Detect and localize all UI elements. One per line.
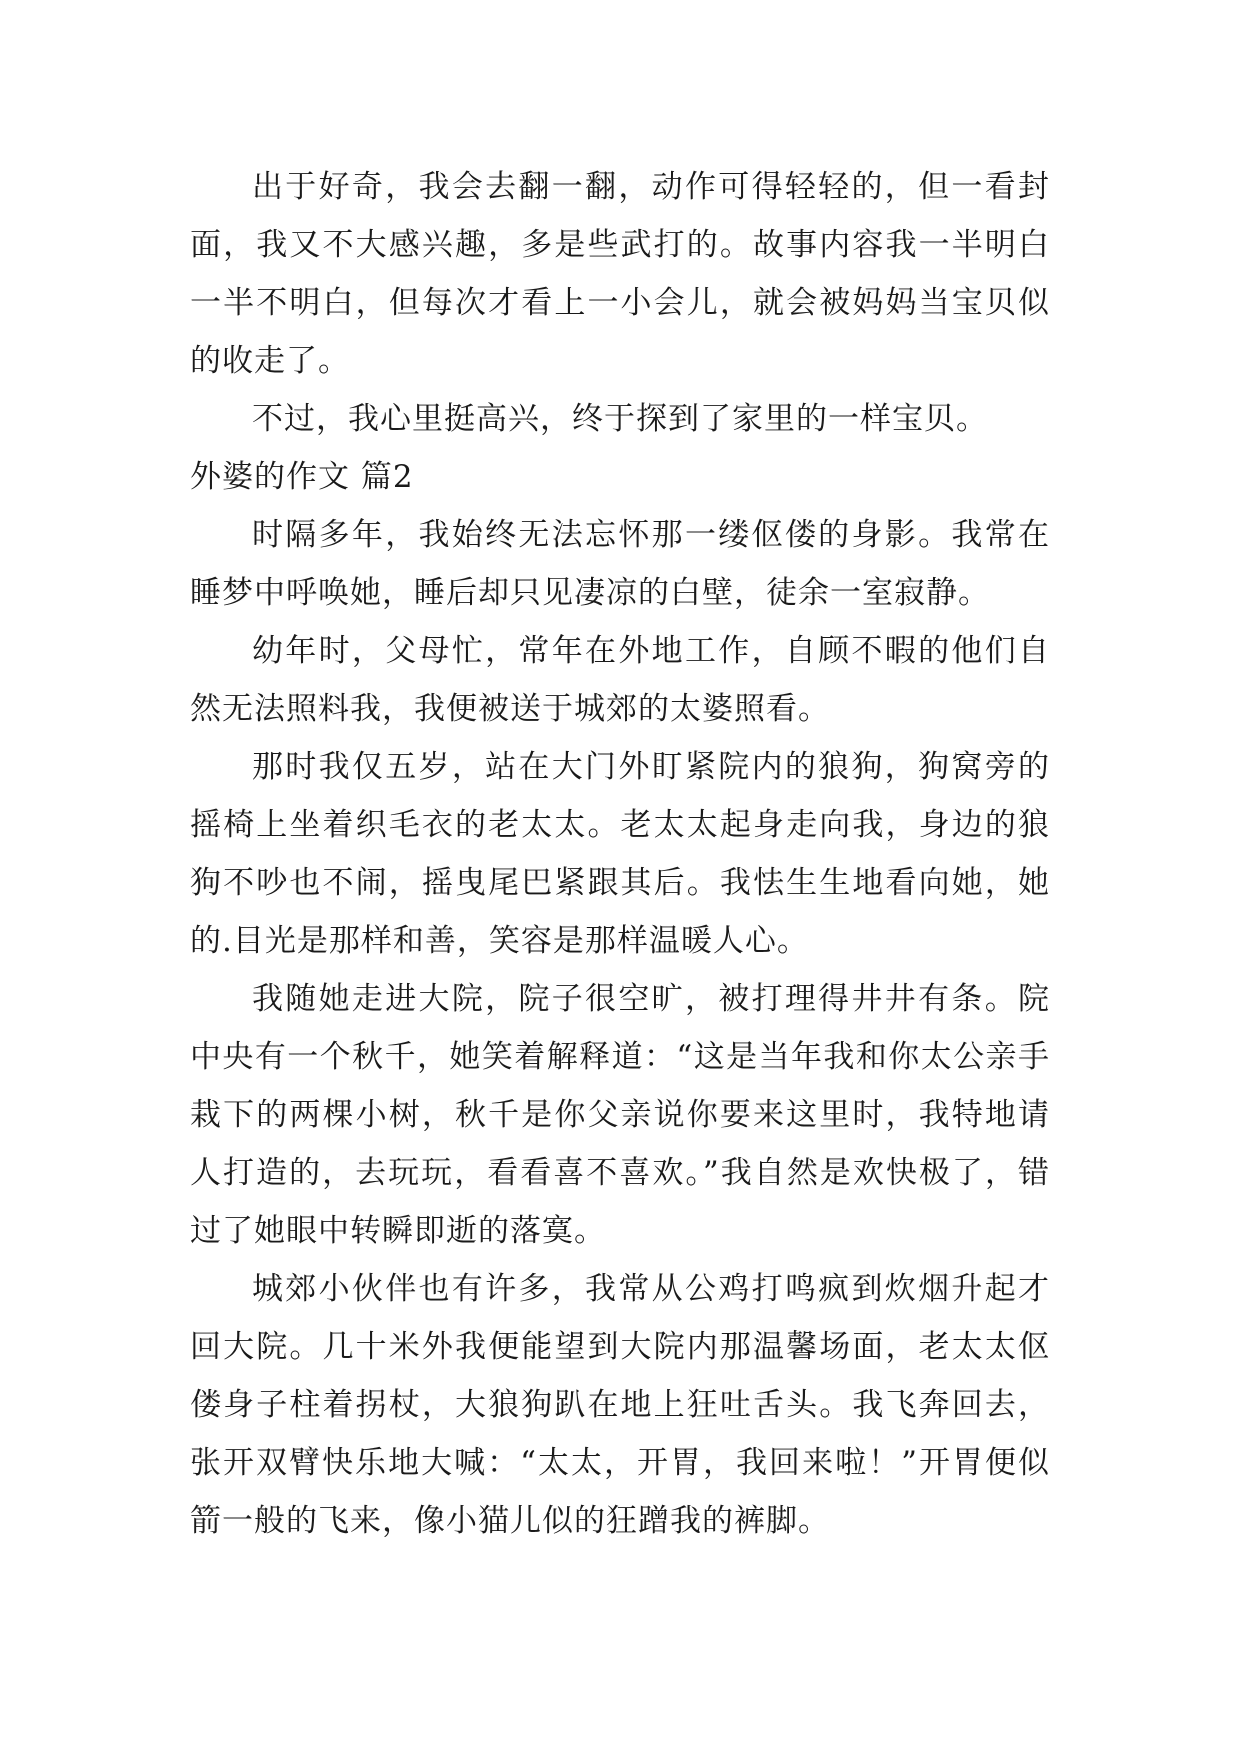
paragraph: 出于好奇，我会去翻一翻，动作可得轻轻的，但一看封面，我又不大感兴趣，多是些武打的。故事内容我一半明白一半不明白，但每次才看上一小会儿，就会被妈妈当宝贝似的收走了。: [190, 169, 1050, 379]
section-heading: 外婆的作文 篇2: [190, 459, 414, 495]
paragraph: 时隔多年，我始终无法忘怀那一缕伛偻的身影。我常在睡梦中呼唤她，睡后却只见凄凉的白壁，徒余一室寂静。: [190, 517, 1050, 611]
paragraph: 那时我仅五岁，站在大门外盯紧院内的狼狗，狗窝旁的摇椅上坐着织毛衣的老太太。老太太起身走向我，身边的狼狗不吵也不闹，摇曳尾巴紧跟其后。我怯生生地看向她，她的.目光是那样和善，笑容是那样温暖人心。: [190, 749, 1050, 959]
document-body: [190, 158, 1050, 1550]
paragraph: 不过，我心里挺高兴，终于探到了家里的一样宝贝。: [252, 401, 988, 437]
paragraph: 城郊小伙伴也有许多，我常从公鸡打鸣疯到炊烟升起才回大院。几十米外我便能望到大院内那温馨场面，老太太伛偻身子柱着拐杖，大狼狗趴在地上狂吐舌头。我飞奔回去，张开双臂快乐地大喊：“太太，开胃，我回来啦！”开胃便似箭一般的飞来，像小猫儿似的狂蹭我的裤脚。: [190, 1271, 1050, 1539]
paragraph: 幼年时，父母忙，常年在外地工作，自顾不暇的他们自然无法照料我，我便被送于城郊的太婆照看。: [190, 633, 1050, 727]
paragraph: 我随她走进大院，院子很空旷，被打理得井井有条。院中央有一个秋千，她笑着解释道：“这是当年我和你太公亲手栽下的两棵小树，秋千是你父亲说你要来这里时，我特地请人打造的，去玩玩，看看喜不喜欢。”我自然是欢快极了，错过了她眼中转瞬即逝的落寞。: [190, 981, 1050, 1249]
